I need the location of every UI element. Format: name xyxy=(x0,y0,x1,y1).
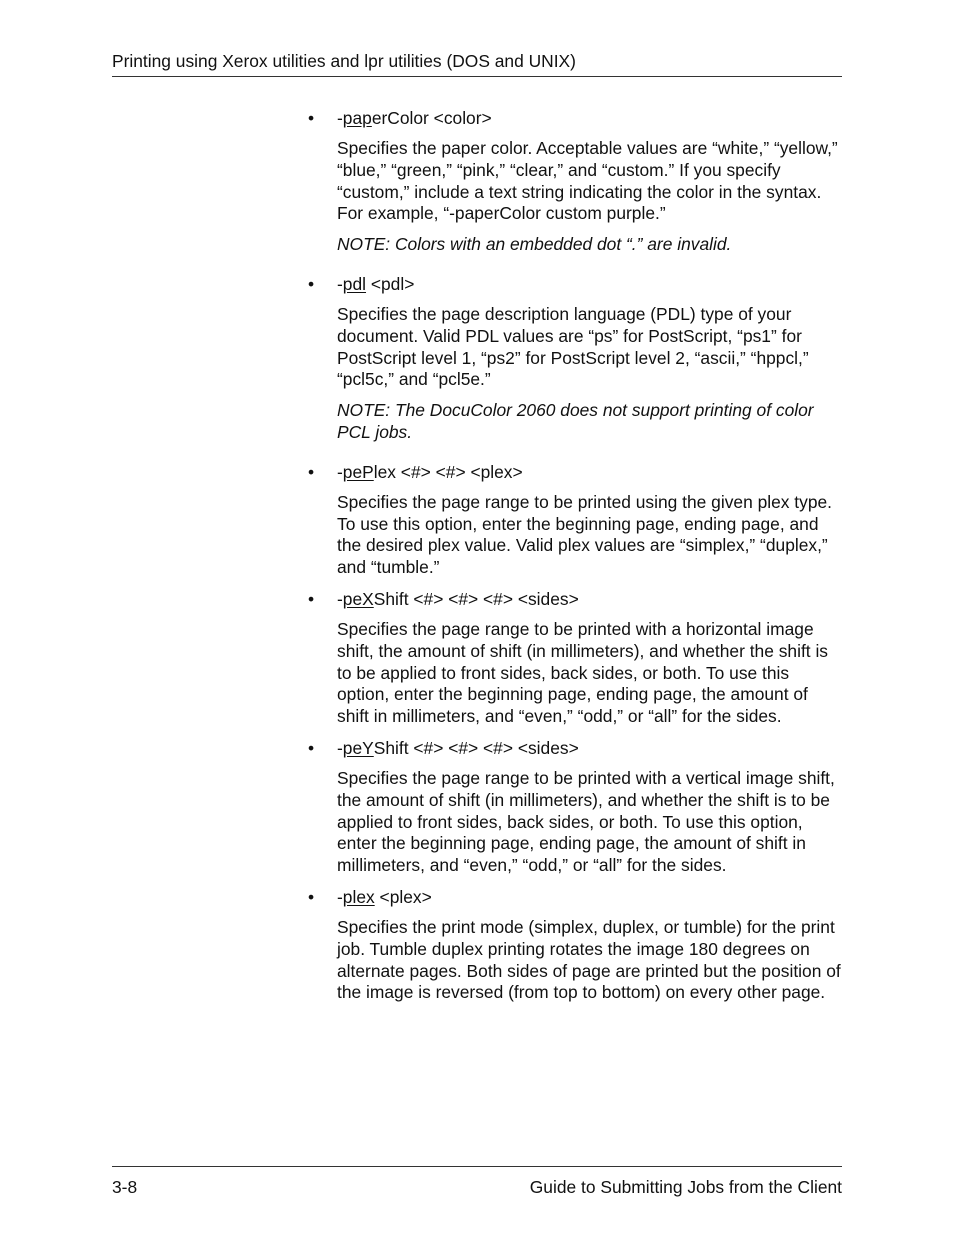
option-syntax xyxy=(308,886,842,908)
option-description: Specifies the print mode (simplex, duplex, or tumble) for the print job. Tumble duplex printing rotates the image 180 degrees on alternate pages. Both sides of page are printed but the position of the image is reversed (from top to bottom) on every other page. xyxy=(337,916,841,1003)
option-note: NOTE: The DocuColor 2060 does not support printing of color PCL jobs. xyxy=(337,400,814,442)
bullet-icon: • xyxy=(308,461,315,482)
option-abbrev: peP xyxy=(342,461,374,482)
option-item-plex xyxy=(308,886,842,1004)
bullet-icon: • xyxy=(308,273,315,294)
book-title: Guide to Submitting Jobs from the Client xyxy=(529,1177,842,1197)
running-header: Printing using Xerox utilities and lpr utilities (DOS and UNIX) xyxy=(112,50,842,77)
option-prefix: - xyxy=(337,737,343,758)
option-rest: Shift <#> <#> <#> <sides> xyxy=(373,737,579,758)
option-rest: Shift <#> <#> <#> <sides> xyxy=(373,588,579,609)
option-syntax xyxy=(308,107,842,129)
option-prefix: - xyxy=(337,108,343,128)
option-abbrev: plex xyxy=(342,886,375,907)
option-item-peyshift xyxy=(308,737,842,877)
bullet-icon: • xyxy=(308,108,315,128)
option-item-pexshift xyxy=(308,588,842,728)
option-abbrev: peX xyxy=(342,588,374,609)
option-syntax xyxy=(308,588,842,610)
option-abbrev: pdl xyxy=(342,273,367,294)
bullet-icon: • xyxy=(308,886,315,907)
running-footer xyxy=(112,1166,842,1198)
option-rest: lex <#> <#> <plex> xyxy=(373,461,523,482)
option-syntax xyxy=(308,461,842,483)
option-description: Specifies the page range to be printed with a vertical image shift, the amount of shift (in millimeters), and whether the shift is to be applied to front sides, back sides, or both. To use this option, enter the beginning page, ending page, the amount of shift in millimeters, and “even,” “odd,” or “all” for the sides. xyxy=(337,767,835,876)
option-prefix: - xyxy=(337,588,343,609)
bullet-icon: • xyxy=(308,737,315,758)
option-item-peplex xyxy=(308,461,842,579)
option-rest: <plex> xyxy=(374,886,432,907)
option-rest: erColor <color> xyxy=(371,108,492,128)
option-rest: <pdl> xyxy=(366,273,415,294)
option-abbrev: pap xyxy=(342,108,372,128)
option-syntax xyxy=(308,737,842,759)
option-abbrev: peY xyxy=(342,737,374,758)
option-description: Specifies the page description language (PDL) type of your document. Valid PDL values are “ps” for PostScript, “ps1” for PostScript level 1, “ps2” for PostScript level 2, “ascii,” “hppcl,” “pcl5c,” and “pcl5e.” xyxy=(337,303,809,390)
option-description: Specifies the page range to be printed with a horizontal image shift, the amount of shift (in millimeters), and whether the shift is to be applied to front sides, back sides, or both. To use this option, enter the beginning page, ending page, the amount of shift in millimeters, and “even,” “odd,” or “all” for the sides. xyxy=(337,618,829,727)
bullet-icon: • xyxy=(308,588,315,609)
option-note: NOTE: Colors with an embedded dot “.” are invalid. xyxy=(337,234,732,255)
option-description: Specifies the paper color. Acceptable values are “white,” “yellow,” “blue,” “green,” “pink,” “clear,” and “custom.” If you specify “custom,” include a text string indicating the color in the syntax. For example, “-paperColor custom purple.” xyxy=(337,138,838,224)
page-number: 3-8 xyxy=(112,1177,138,1197)
option-list xyxy=(308,107,842,1013)
option-item-papercolor xyxy=(308,107,842,256)
option-prefix: - xyxy=(337,886,343,907)
option-item-pdl xyxy=(308,273,842,444)
option-prefix: - xyxy=(337,273,343,294)
option-prefix: - xyxy=(337,461,343,482)
option-syntax xyxy=(308,273,842,295)
option-description: Specifies the page range to be printed using the given plex type. To use this option, enter the beginning page, ending page, and the desired plex value. Valid plex values are “simplex,” “duplex,” and “tumble.” xyxy=(337,491,833,578)
